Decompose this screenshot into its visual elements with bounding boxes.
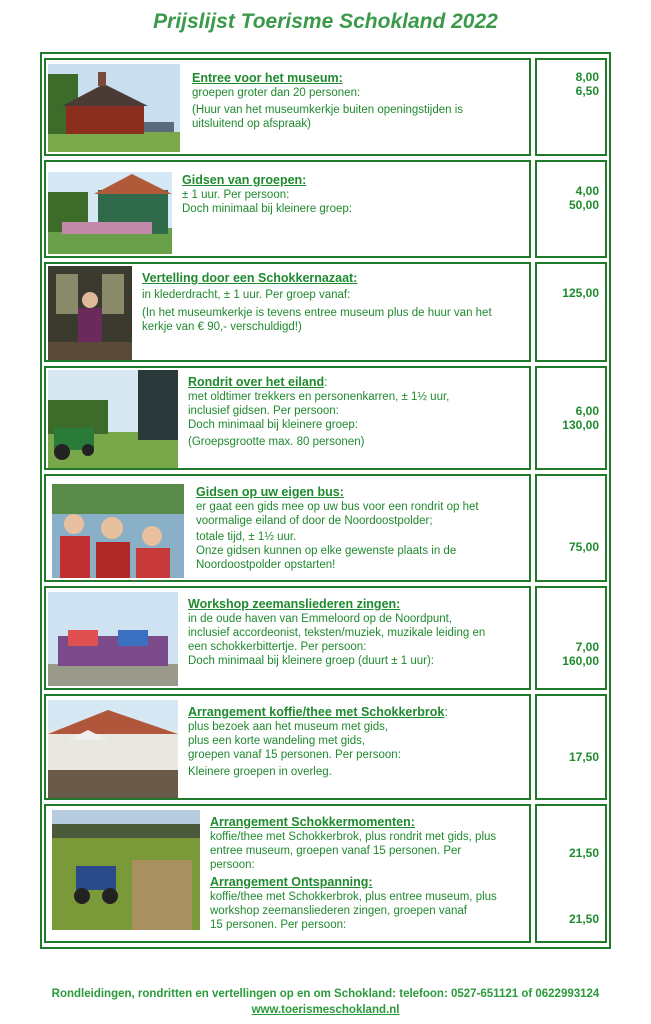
heading-suffix: : bbox=[324, 375, 328, 389]
group-at-house-photo bbox=[48, 172, 172, 254]
contact-info: Rondleidingen, rondritten en vertellingen op en om Schokland: telefoon: 0527-651121 of 0622993124 bbox=[51, 988, 600, 1000]
item-line: groepen vanaf 15 personen. Per persoon: bbox=[188, 749, 401, 761]
item-heading: Arrangement koffie/thee met Schokkerbrok bbox=[188, 705, 445, 719]
item-price: 21,50 bbox=[568, 912, 599, 926]
tractor-photo bbox=[48, 370, 178, 468]
price-table bbox=[40, 52, 611, 949]
item-line: er gaat een gids mee op uw bus voor een rondrit op het bbox=[196, 501, 479, 513]
item-price: 50,00 bbox=[568, 198, 599, 212]
item-line: met oldtimer trekkers en personenkarren, ± 1½ uur, bbox=[188, 391, 450, 403]
item-line: Doch minimaal bij kleinere groep (duurt ± 1 uur): bbox=[188, 655, 435, 667]
item-line: (Groepsgrootte max. 80 personen) bbox=[188, 436, 365, 448]
item-line: inclusief accordeonist, teksten/muziek, muzikale leiding en bbox=[188, 627, 486, 639]
item-line: persoon: bbox=[210, 859, 255, 871]
item-line: totale tijd, ± 1½ uur. bbox=[196, 531, 297, 543]
website-link[interactable]: www.toerismeschokland.nl bbox=[251, 1004, 400, 1016]
item-line: Doch minimaal bij kleinere groep: bbox=[182, 203, 353, 215]
heading-suffix: : bbox=[444, 705, 448, 719]
item-line: Onze gidsen kunnen op elke gewenste plaats in de bbox=[196, 545, 457, 557]
item-price: 7,00 bbox=[575, 640, 599, 654]
guides-photo bbox=[52, 484, 184, 578]
item-line: koffie/thee met Schokkerbrok, plus entree museum, plus bbox=[210, 891, 497, 903]
item-price: 130,00 bbox=[562, 418, 599, 432]
item-line: in klederdracht, ± 1 uur. Per groep vanaf: bbox=[142, 289, 351, 301]
item-line: plus een korte wandeling met gids, bbox=[188, 735, 366, 747]
item-line: plus bezoek aan het museum met gids, bbox=[188, 721, 389, 733]
item-line: groepen groter dan 20 personen: bbox=[192, 87, 361, 99]
item-line: uitsluitend op afspraak) bbox=[192, 118, 311, 130]
page-title: Prijslijst Toerisme Schokland 2022 bbox=[153, 10, 498, 33]
item-line: Doch minimaal bij kleinere groep: bbox=[188, 419, 359, 431]
item-heading: Rondrit over het eiland bbox=[188, 375, 325, 389]
item-line: een schokkerbittertje. Per persoon: bbox=[188, 641, 367, 653]
item-line: Kleinere groepen in overleg. bbox=[188, 766, 332, 778]
item-line: inclusief gidsen. Per persoon: bbox=[188, 405, 339, 417]
item-line: voormalige eiland of door de Noordoostpolder; bbox=[196, 515, 433, 527]
item-price: 75,00 bbox=[568, 540, 599, 554]
item-line: kerkje van € 90,- verschuldigd!) bbox=[142, 321, 302, 333]
item-line: ± 1 uur. Per persoon: bbox=[182, 189, 290, 201]
item-price: 17,50 bbox=[568, 750, 599, 764]
item-line: in de oude haven van Emmeloord op de Noordpunt, bbox=[188, 613, 453, 625]
item-heading: Gidsen van groepen: bbox=[182, 173, 307, 187]
item-price: 6,00 bbox=[575, 404, 599, 418]
item-line: Noordoostpolder opstarten! bbox=[196, 559, 336, 571]
item-line: koffie/thee met Schokkerbrok, plus rondrit met gids, plus bbox=[210, 831, 497, 843]
item-price: 8,00 bbox=[575, 70, 599, 84]
item-line: (Huur van het museumkerkje buiten openingstijden is bbox=[192, 104, 464, 116]
item-heading: Entree voor het museum: bbox=[192, 71, 343, 85]
item-line: (In het museumkerkje is tevens entree museum plus de huur van het bbox=[142, 307, 492, 319]
terrace-photo bbox=[48, 700, 178, 798]
field-tractor-photo bbox=[52, 810, 200, 930]
item-heading: Gidsen op uw eigen bus: bbox=[196, 485, 344, 499]
item-heading-2: Arrangement Ontspanning: bbox=[210, 875, 373, 889]
item-heading: Workshop zeemansliederen zingen: bbox=[188, 597, 401, 611]
item-heading: Arrangement Schokkermomenten: bbox=[210, 815, 415, 829]
item-price: 125,00 bbox=[562, 286, 599, 300]
item-heading: Vertelling door een Schokkernazaat: bbox=[142, 271, 358, 285]
church-photo bbox=[48, 64, 180, 152]
item-price: 6,50 bbox=[575, 84, 599, 98]
item-line: 15 personen. Per persoon: bbox=[210, 919, 347, 931]
item-line: entree museum, groepen vanaf 15 personen. Per bbox=[210, 845, 462, 857]
item-price: 4,00 bbox=[575, 184, 599, 198]
item-price: 21,50 bbox=[568, 846, 599, 860]
item-line: workshop zeemansliederen zingen, groepen vanaf bbox=[210, 905, 467, 917]
singers-photo bbox=[48, 592, 178, 686]
item-price: 160,00 bbox=[562, 654, 599, 668]
storyteller-photo bbox=[48, 266, 132, 360]
